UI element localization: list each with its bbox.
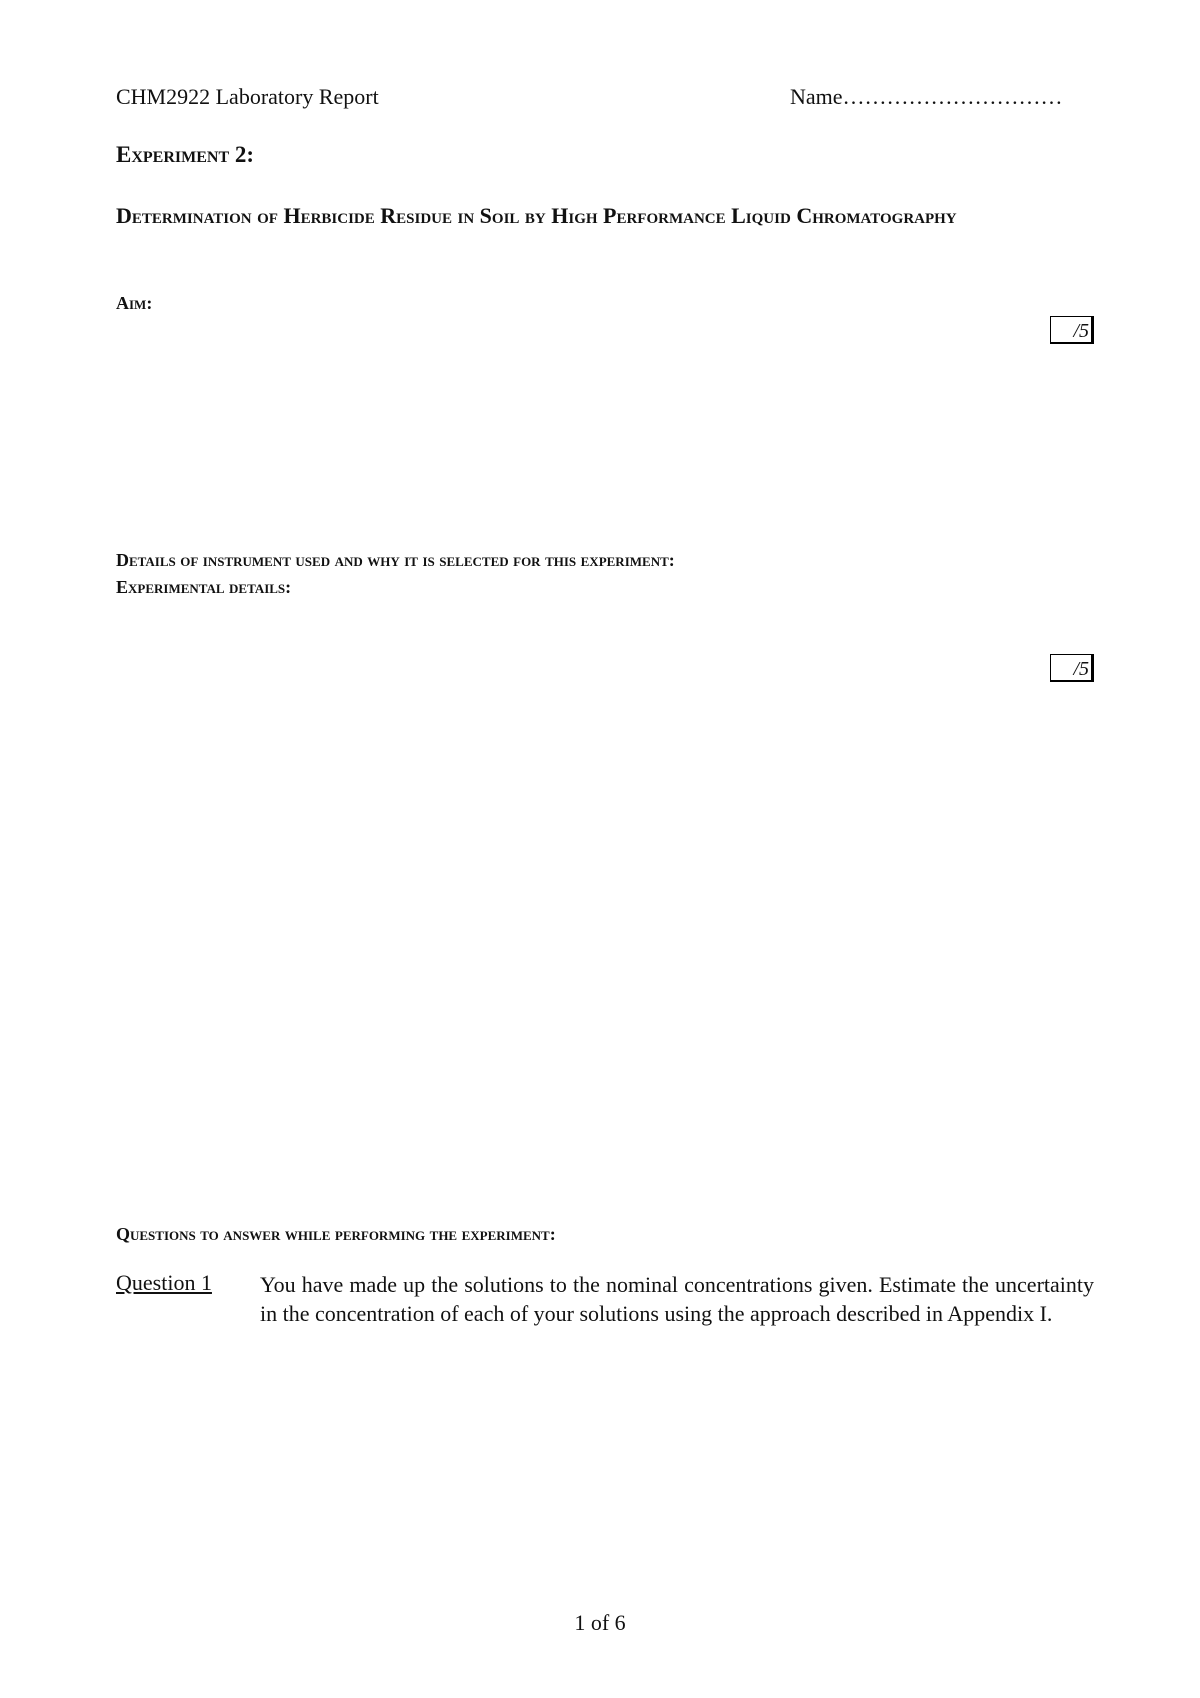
- instrument-heading: Details of instrument used and why it is selected for this experiment:: [116, 550, 675, 570]
- experimental-details-heading: Experimental details:: [116, 577, 292, 597]
- aim-heading: Aim:: [116, 293, 153, 313]
- name-field-label: Name…………………………: [790, 84, 1063, 109]
- experimental-score-box: /5: [1050, 654, 1094, 682]
- questions-heading: Questions to answer while performing the experiment:: [116, 1224, 556, 1244]
- question-label: Question 1: [116, 1270, 212, 1295]
- page-number: 1 of 6: [574, 1610, 626, 1635]
- question-text: You have made up the solutions to the nominal concentrations given. Estimate the uncertainty in the concentration of each of your solutions using the approach described in Appendix I.: [260, 1272, 1094, 1326]
- experiment-label: Experiment 2:: [116, 142, 255, 167]
- aim-score-box: /5: [1050, 316, 1094, 344]
- experiment-title: Determination of Herbicide Residue in Soil by High Performance Liquid Chromatography: [116, 203, 957, 228]
- course-title: CHM2922 Laboratory Report: [116, 84, 379, 109]
